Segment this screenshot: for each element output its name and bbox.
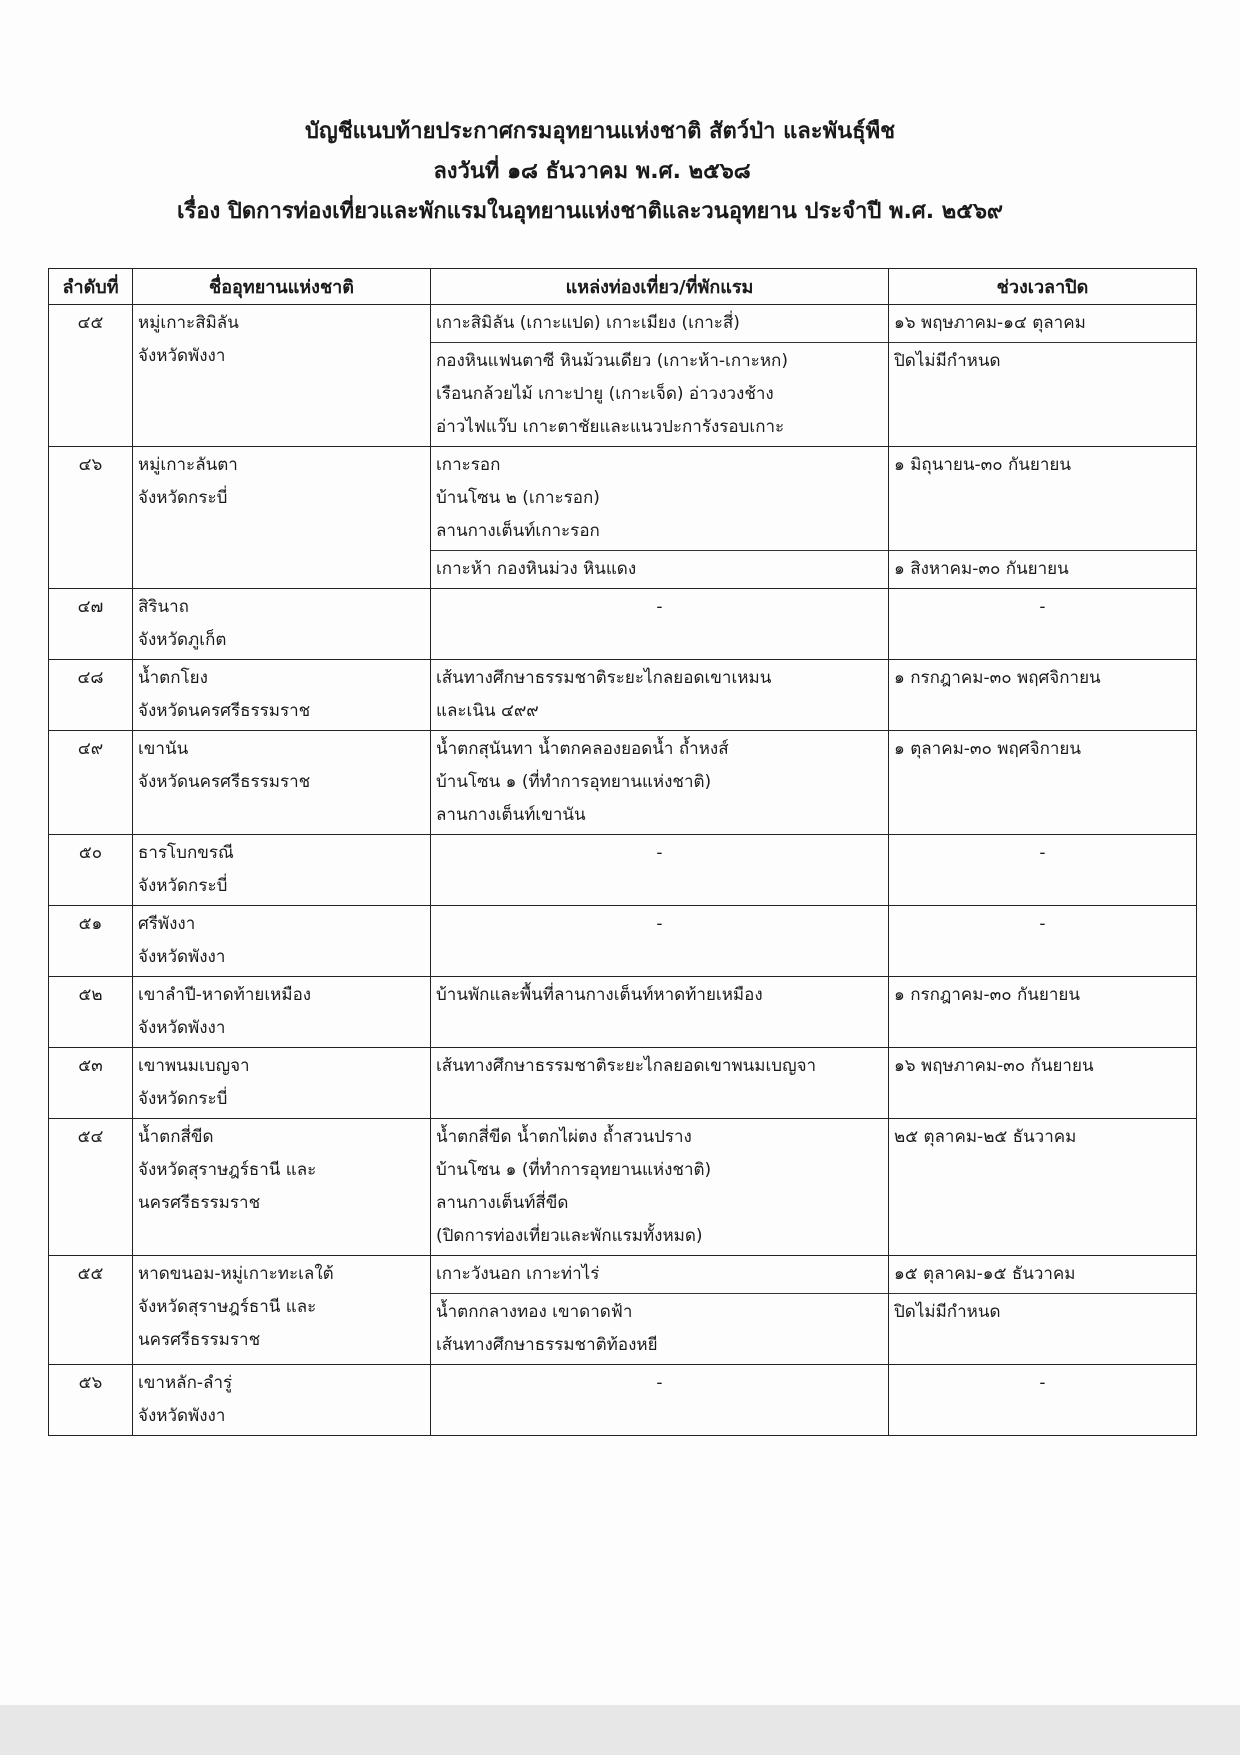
closure-period: ๑ สิงหาคม-๓๐ กันยายน <box>889 551 1197 589</box>
row-number: ๔๗ <box>49 589 133 660</box>
sites-cell <box>431 447 889 551</box>
table-header-row <box>49 269 1197 305</box>
site-line: ลานกางเต็นท์สี่ขีด <box>436 1193 569 1213</box>
site-line: บ้านพักและพื้นที่ลานกางเต็นท์หาดท้ายเหมือง <box>436 985 763 1005</box>
sites-cell <box>431 589 889 660</box>
park-name: ธารโบกขรณี <box>138 843 234 863</box>
header-title: บัญชีแนบท้ายประกาศกรมอุทยานแห่งชาติ สัตว์ป่า และพันธุ์พืช <box>304 119 896 144</box>
closure-period: ๑๕ ตุลาคม-๑๕ ธันวาคม <box>889 1256 1197 1294</box>
park-name: หมู่เกาะสิมิลัน <box>138 313 239 333</box>
park-province: จังหวัดนครศรีธรรมราช <box>138 772 311 792</box>
header-date: ลงวันที่ ๑๘ ธันวาคม พ.ศ. ๒๕๖๘ <box>433 159 751 184</box>
sites-cell <box>431 551 889 589</box>
site-line: - <box>656 597 663 617</box>
site-line: - <box>656 914 663 934</box>
park-name: ศรีพังงา <box>138 914 196 934</box>
park-name-cell <box>133 1048 431 1119</box>
site-line: ลานกางเต็นท์เกาะรอก <box>436 521 600 541</box>
row-number: ๕๔ <box>49 1119 133 1256</box>
closure-period: - <box>889 589 1197 660</box>
table-row <box>49 1048 1197 1119</box>
site-line: เส้นทางศึกษาธรรมชาติท้องหยี <box>436 1335 658 1355</box>
site-line: อ่าวไฟแว๊บ เกาะตาชัยและแนวปะการังรอบเกาะ <box>436 417 785 437</box>
sites-cell <box>431 1256 889 1294</box>
site-line: ลานกางเต็นท์เขานัน <box>436 805 586 825</box>
park-name-cell <box>133 906 431 977</box>
table-row <box>49 835 1197 906</box>
sites-cell <box>431 731 889 835</box>
site-line: เกาะรอก <box>436 455 501 475</box>
closure-period: ๑ มิถุนายน-๓๐ กันยายน <box>889 447 1197 551</box>
site-line: เกาะสิมิลัน (เกาะแปด) เกาะเมียง (เกาะสี่) <box>436 313 740 333</box>
park-province: จังหวัดกระบี่ <box>138 876 228 896</box>
site-line: เรือนกล้วยไม้ เกาะปายู (เกาะเจ็ด) อ่าวงวงช้าง <box>436 384 774 404</box>
park-province: จังหวัดพังงา <box>138 346 226 366</box>
park-name-cell <box>133 589 431 660</box>
closure-period: ปิดไม่มีกำหนด <box>889 1294 1197 1365</box>
row-number: ๕๖ <box>49 1365 133 1436</box>
row-number: ๕๕ <box>49 1256 133 1365</box>
park-name-cell <box>133 660 431 731</box>
park-province: จังหวัดพังงา <box>138 947 226 967</box>
park-name: เขาลำปี-หาดท้ายเหมือง <box>138 985 312 1005</box>
closure-period: ๑ ตุลาคม-๓๐ พฤศจิกายน <box>889 731 1197 835</box>
park-province: จังหวัดสุราษฎร์ธานี และ <box>138 1160 317 1180</box>
park-name: หมู่เกาะลันตา <box>138 455 238 475</box>
closure-period: ๑๖ พฤษภาคม-๑๔ ตุลาคม <box>889 305 1197 343</box>
sites-cell <box>431 1294 889 1365</box>
park-name: สิรินาถ <box>138 597 189 617</box>
document-header <box>0 112 1240 232</box>
table-row <box>49 731 1197 835</box>
column-header-number: ลำดับที่ <box>49 269 133 305</box>
site-line: เกาะห้า กองหินม่วง หินแดง <box>436 559 637 579</box>
sites-cell <box>431 660 889 731</box>
site-line: กองหินแฟนตาซี หินม้วนเดียว (เกาะห้า-เกาะหก) <box>436 351 788 371</box>
sites-cell <box>431 1365 889 1436</box>
park-name: น้ำตกโยง <box>138 668 208 688</box>
row-number: ๕๒ <box>49 977 133 1048</box>
sites-cell <box>431 343 889 447</box>
closure-table <box>48 268 1197 1436</box>
closure-period: ปิดไม่มีกำหนด <box>889 343 1197 447</box>
row-number: ๕๑ <box>49 906 133 977</box>
row-number: ๔๘ <box>49 660 133 731</box>
column-header-sites: แหล่งท่องเที่ยว/ที่พักแรม <box>431 269 889 305</box>
table-row <box>49 1119 1197 1256</box>
table-row <box>49 1256 1197 1294</box>
park-name-cell <box>133 1256 431 1365</box>
park-name: เขาพนมเบญจา <box>138 1056 250 1076</box>
sites-cell <box>431 977 889 1048</box>
closure-period: ๑ กรกฎาคม-๓๐ กันยายน <box>889 977 1197 1048</box>
row-number: ๕๓ <box>49 1048 133 1119</box>
park-name-cell <box>133 835 431 906</box>
sites-cell <box>431 1119 889 1256</box>
park-province: จังหวัดกระบี่ <box>138 488 228 508</box>
site-line: บ้านโซน ๑ (ที่ทำการอุทยานแห่งชาติ) <box>436 1160 712 1180</box>
site-line: และเนิน ๔๙๙ <box>436 701 539 721</box>
table-row <box>49 305 1197 343</box>
table-row <box>49 589 1197 660</box>
row-number: ๕๐ <box>49 835 133 906</box>
closure-period: - <box>889 906 1197 977</box>
site-line: น้ำตกสี่ขีด น้ำตกไผ่ตง ถ้ำสวนปราง <box>436 1127 692 1147</box>
site-line: - <box>656 843 663 863</box>
park-province: จังหวัดนครศรีธรรมราช <box>138 701 311 721</box>
site-line: เส้นทางศึกษาธรรมชาติระยะไกลยอดเขาพนมเบญจา <box>436 1056 817 1076</box>
table-row <box>49 447 1197 551</box>
park-name: เขาหลัก-ลำรู่ <box>138 1373 233 1393</box>
park-province: จังหวัดกระบี่ <box>138 1089 228 1109</box>
site-line: น้ำตกกลางทอง เขาดาดฟ้า <box>436 1302 633 1322</box>
closure-period: ๑ กรกฎาคม-๓๐ พฤศจิกายน <box>889 660 1197 731</box>
park-name-cell <box>133 731 431 835</box>
site-line: บ้านโซน ๒ (เกาะรอก) <box>436 488 600 508</box>
park-province: จังหวัดพังงา <box>138 1406 226 1426</box>
closure-period: - <box>889 835 1197 906</box>
table-row <box>49 906 1197 977</box>
sites-cell <box>431 835 889 906</box>
park-province: นครศรีธรรมราช <box>138 1330 261 1350</box>
park-province: จังหวัดภูเก็ต <box>138 630 227 650</box>
scan-bottom-edge <box>0 1705 1240 1755</box>
table-row <box>49 660 1197 731</box>
closure-period: ๑๖ พฤษภาคม-๓๐ กันยายน <box>889 1048 1197 1119</box>
site-line: - <box>656 1373 663 1393</box>
park-name: เขานัน <box>138 739 189 759</box>
table-body <box>49 305 1197 1436</box>
sites-cell <box>431 1048 889 1119</box>
park-province: นครศรีธรรมราช <box>138 1193 261 1213</box>
park-province: จังหวัดสุราษฎร์ธานี และ <box>138 1297 317 1317</box>
row-number: ๔๙ <box>49 731 133 835</box>
closure-period: - <box>889 1365 1197 1436</box>
header-subject: เรื่อง ปิดการท่องเที่ยวและพักแรมในอุทยานแห่งชาติและวนอุทยาน ประจำปี พ.ศ. ๒๕๖๙ <box>176 199 1004 224</box>
row-number: ๔๕ <box>49 305 133 447</box>
park-name-cell <box>133 977 431 1048</box>
park-name-cell <box>133 305 431 447</box>
row-number: ๔๖ <box>49 447 133 589</box>
park-name-cell <box>133 447 431 589</box>
park-province: จังหวัดพังงา <box>138 1018 226 1038</box>
site-line: บ้านโซน ๑ (ที่ทำการอุทยานแห่งชาติ) <box>436 772 712 792</box>
column-header-closure-period: ช่วงเวลาปิด <box>889 269 1197 305</box>
table-row <box>49 1365 1197 1436</box>
sites-cell <box>431 305 889 343</box>
closure-period: ๒๕ ตุลาคม-๒๕ ธันวาคม <box>889 1119 1197 1256</box>
site-line: เส้นทางศึกษาธรรมชาติระยะไกลยอดเขาเหมน <box>436 668 772 688</box>
park-name-cell <box>133 1119 431 1256</box>
site-line: เกาะวังนอก เกาะท่าไร่ <box>436 1264 600 1284</box>
park-name: น้ำตกสี่ขีด <box>138 1127 214 1147</box>
column-header-park-name: ชื่ออุทยานแห่งชาติ <box>133 269 431 305</box>
park-name: หาดขนอม-หมู่เกาะทะเลใต้ <box>138 1264 334 1284</box>
park-name-cell <box>133 1365 431 1436</box>
site-line: น้ำตกสุนันทา น้ำตกคลองยอดน้ำ ถ้ำหงส์ <box>436 739 729 759</box>
table-row <box>49 977 1197 1048</box>
site-line: (ปิดการท่องเที่ยวและพักแรมทั้งหมด) <box>436 1226 703 1246</box>
sites-cell <box>431 906 889 977</box>
